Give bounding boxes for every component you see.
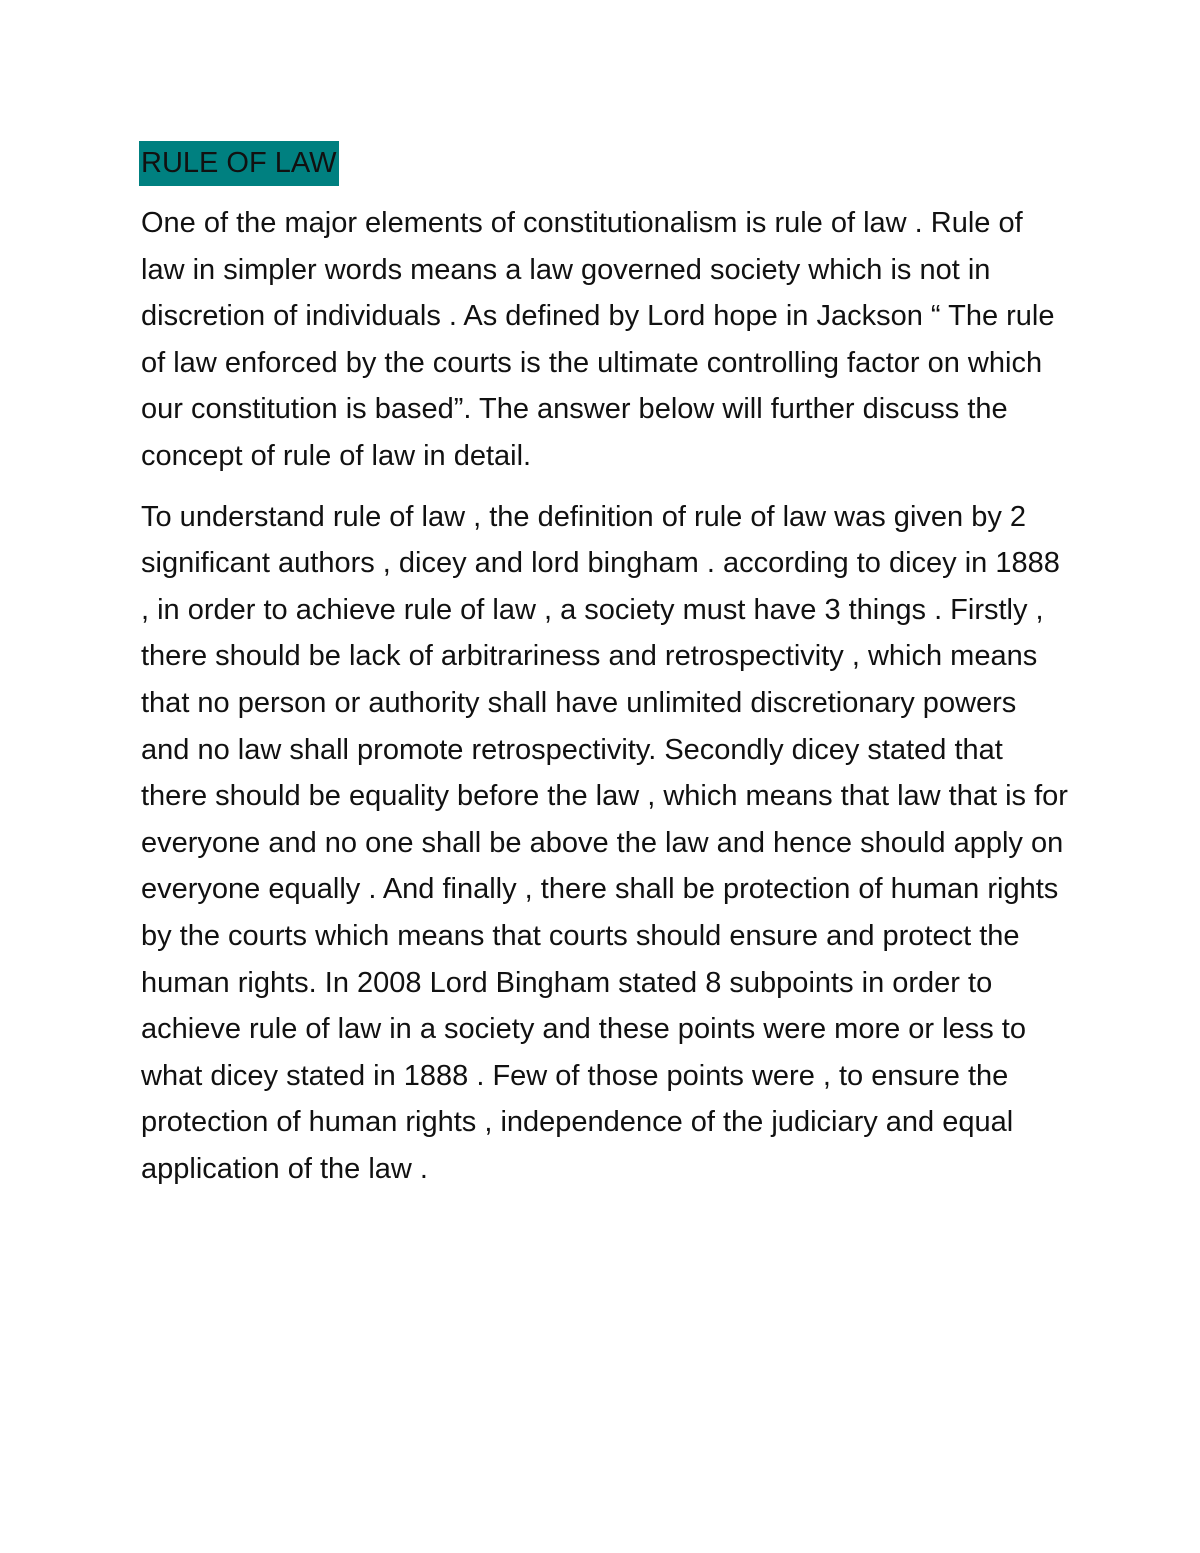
document-title: RULE OF LAW [139,141,339,186]
paragraph-definition: To understand rule of law , the definition of rule of law was given by 2 significant authors , dicey and lord bingham . according to dicey in 1888 , in order to achieve rule of law , a society must have 3 things . Firstly , there should be lack of arbitrariness and retrospectivity , which means that no person or authority shall have unlimited discretionary powers and no law shall promote retrospectivity. Secondly dicey stated that there should be equality before the law , which means that law that is for everyone and no one shall be above the law and hence should apply on everyone equally . And finally , there shall be protection of human rights by the courts which means that courts should ensure and protect the human rights. In 2008 Lord Bingham stated 8 subpoints in order to achieve rule of law in a society and these points were more or less to what dicey stated in 1888 . Few of those points were , to ensure the protection of human rights , independence of the judiciary and equal application of the law . [141,500,1068,1185]
title-line [141,140,1071,186]
document-body [141,140,1071,1206]
paragraph-intro: One of the major elements of constitutionalism is rule of law . Rule of law in simpler words means a law governed society which is not in discretion of individuals . As defined by Lord hope in Jackson “ The rule of law enforced by the courts is the ultimate controlling factor on which our constitution is based”. The answer below will further discuss the concept of rule of law in detail. [141,207,1055,472]
